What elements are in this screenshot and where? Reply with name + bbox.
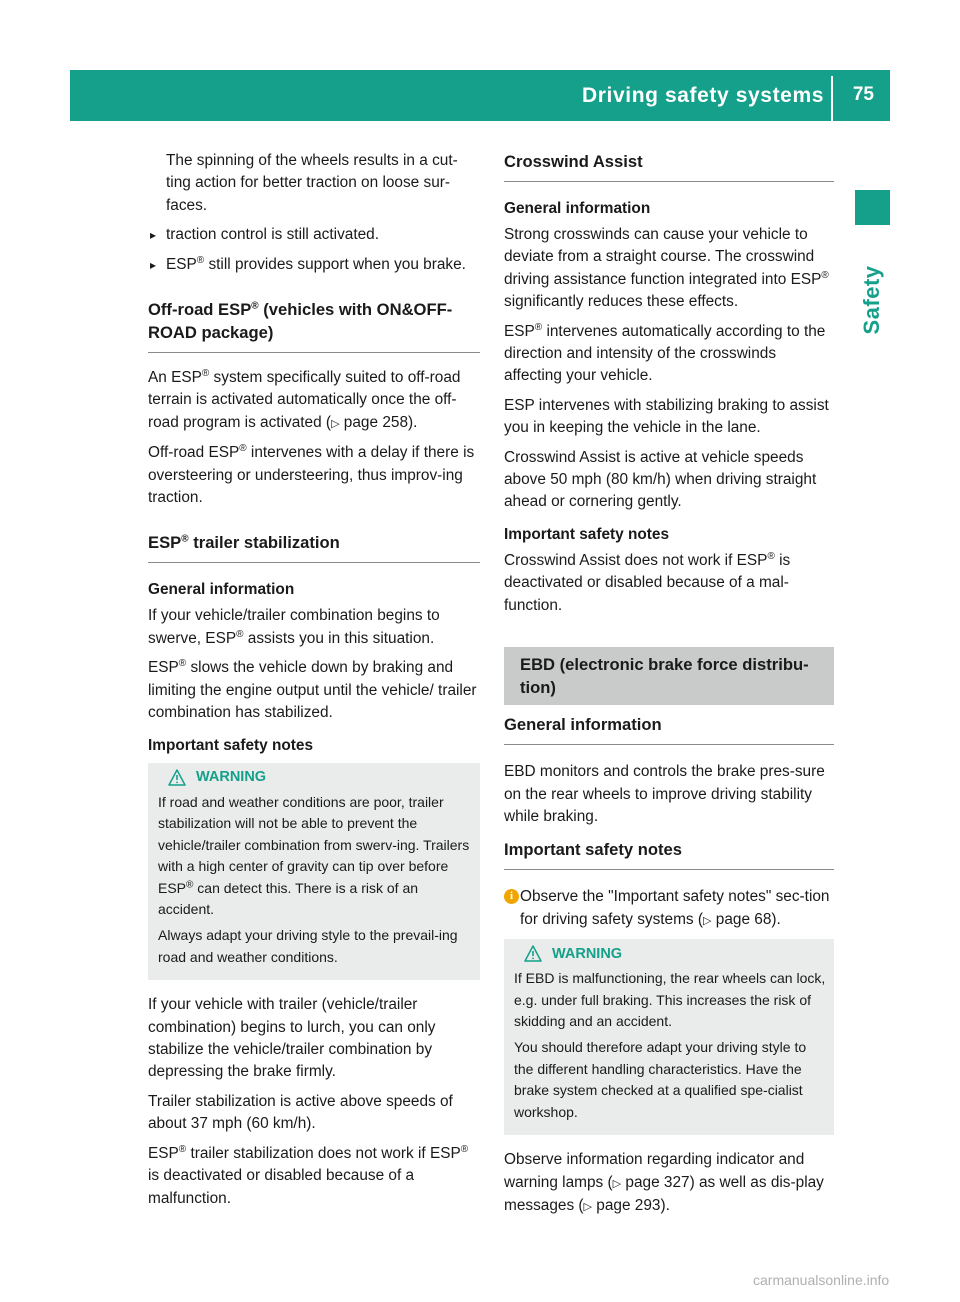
warning-text: Always adapt your driving style to the prevail-ing road and weather conditions.	[158, 927, 458, 965]
section-heading-offroad-esp: Off-road ESP® (vehicles with ON&OFF-ROAD package)	[148, 298, 480, 353]
header-divider	[831, 76, 833, 121]
section-heading-trailer-stabilization: ESP® trailer stabilization	[148, 531, 480, 563]
subheading-important-safety-notes: Important safety notes	[148, 736, 314, 754]
warning-header: WARNING	[514, 945, 826, 962]
subheading-important-safety-notes: Important safety notes	[504, 525, 670, 543]
paragraph: If your vehicle with trailer (vehicle/trailer combination) begins to lurch, you can only stabilize the vehicle/trailer combination by depressing the brake firmly.	[148, 996, 436, 1081]
paragraph: Strong crosswinds can cause your vehicle to deviate from a straight course. The crosswind driving assistance function integrated into ESP® significantly reduces these effects.	[504, 226, 829, 311]
paragraph: Off-road ESP® intervenes with a delay if there is oversteering or understeering, thus improv-ing traction.	[148, 443, 475, 507]
page-ref-arrow-icon: ▷	[583, 1201, 593, 1214]
page-title: Driving safety systems	[582, 84, 824, 107]
page-ref-arrow-icon: ▷	[331, 417, 340, 430]
page-ref-arrow-icon: ▷	[612, 1177, 622, 1190]
info-icon: i	[504, 889, 519, 904]
paragraph: Observe information regarding indicator and warning lamps (▷ page 327) as well as dis-play messages (▷ page 293).	[504, 1151, 824, 1215]
paragraph: ESP® slows the vehicle down by braking and limiting the engine output until the vehicle/ trailer combination has stabilized.	[148, 658, 477, 722]
paragraph: An ESP® system specifically suited to off-road terrain is activated automatically once the off-road program is activated (▷ page 258).	[148, 367, 461, 431]
warning-triangle-icon	[524, 945, 542, 962]
subheading-general-information: General information	[148, 581, 295, 599]
page-number: 75	[852, 84, 874, 105]
subheading-general-information: General information	[504, 200, 651, 217]
footer-watermark: carmanualsonline.info	[753, 1272, 890, 1288]
warning-text: You should therefore adapt your driving style to the different handling characteristics. Have the brake system checked at a qualified spe-cialist workshop.	[514, 1038, 807, 1120]
section-heading-ebd: EBD (electronic brake force distribu-tion)	[504, 647, 834, 705]
right-column	[504, 150, 834, 1226]
paragraph: ESP® intervenes automatically according to the direction and intensity of the crosswinds affecting your vehicle.	[504, 321, 826, 385]
warning-text: If road and weather conditions are poor, trailer stabilization will not be able to prevent the vehicle/trailer combination from swerv-ing. Trailers with a high center of gravity can tip over before ESP® can detect this. There is a risk of an accident.	[158, 793, 470, 918]
warning-text: If EBD is malfunctioning, the rear wheels can lock, e.g. under full braking. This increases the risk of skidding and an accident.	[514, 970, 826, 1030]
paragraph: ESP intervenes with stabilizing braking to assist you in keeping the vehicle in the lane.	[504, 396, 829, 437]
paragraph: Crosswind Assist does not work if ESP® is deactivated or disabled because of a mal-function.	[504, 550, 791, 614]
intro-paragraph: The spinning of the wheels results in a cut-ting action for better traction on loose sur-faces.	[166, 152, 458, 214]
bullet-item: ▸ ESP® still provides support when you brake.	[148, 254, 480, 276]
page-ref-arrow-icon: ▷	[703, 914, 712, 927]
paragraph: If your vehicle/trailer combination begins to swerve, ESP® assists you in this situation.	[148, 607, 440, 647]
header-bar	[70, 70, 890, 121]
section-heading-ebd-important-safety-notes: Important safety notes	[504, 838, 834, 870]
info-note: i Observe the "Important safety notes" sec-tion for driving safety systems (▷ page 68).	[504, 886, 834, 932]
warning-box	[504, 939, 834, 1135]
section-tab-marker	[855, 190, 890, 225]
paragraph: Crosswind Assist is active at vehicle speeds above 50 mph (80 km/h) when driving straight ahead or cornering gently.	[504, 448, 817, 511]
section-heading-crosswind-assist: Crosswind Assist	[504, 150, 834, 182]
paragraph: ESP® trailer stabilization does not work if ESP® is deactivated or disabled because of a malfunction.	[148, 1143, 469, 1207]
warning-box	[148, 763, 480, 981]
paragraph: EBD monitors and controls the brake pres-sure on the rear wheels to improve driving stability while braking.	[504, 763, 825, 825]
bullet-item: ▸ traction control is still activated.	[148, 224, 480, 246]
section-heading-ebd-general-information: General information	[504, 713, 834, 745]
warning-header: WARNING	[158, 769, 472, 786]
left-column	[148, 150, 480, 1217]
warning-triangle-icon	[168, 769, 186, 786]
paragraph: Trailer stabilization is active above speeds of about 37 mph (60 km/h).	[148, 1092, 453, 1133]
section-tab-label: Safety	[859, 265, 884, 335]
